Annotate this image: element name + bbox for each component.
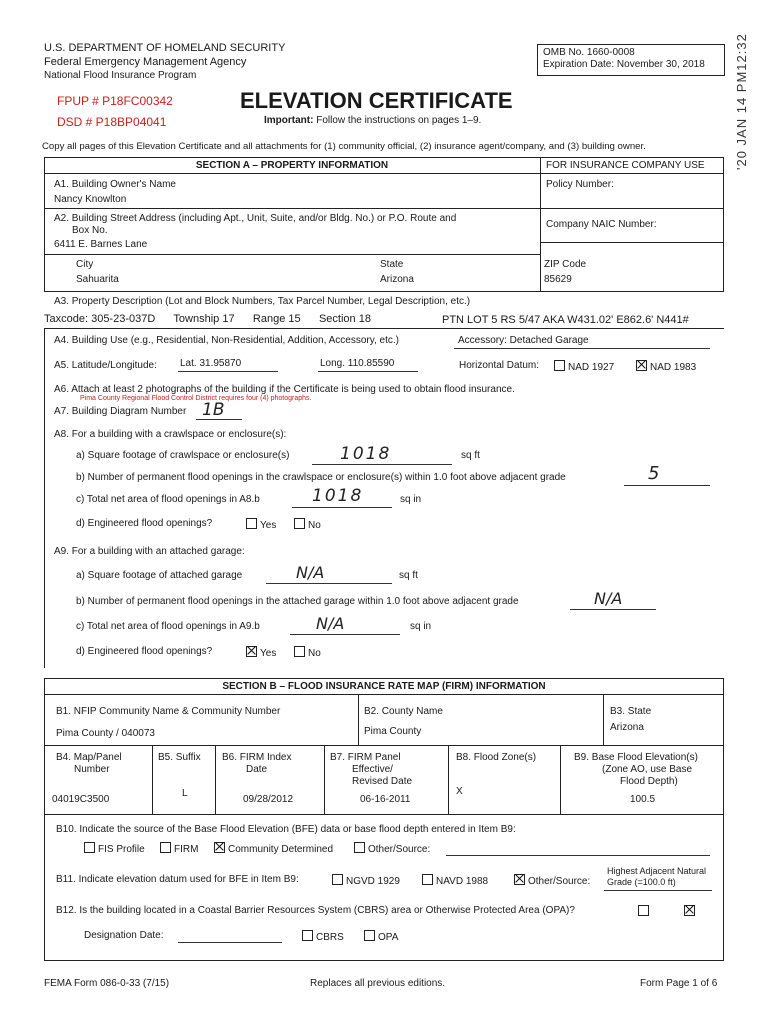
b6-label: B6. FIRM Index [222, 752, 292, 763]
important-note [264, 115, 481, 127]
fpup-number: FPUP # P18FC00342 [57, 94, 173, 108]
a8c-label: c) Total net area of flood openings in A8.b [76, 494, 260, 505]
a1-label: A1. Building Owner's Name [54, 179, 176, 190]
b4-label-cont: Number [74, 764, 110, 775]
zip-value[interactable]: 85629 [544, 274, 572, 285]
a9d-no-text: No [308, 648, 321, 659]
a1-value[interactable]: Nancy Knowlton [54, 194, 127, 205]
b11-navd-text: NAVD 1988 [436, 876, 489, 887]
a9b-label: b) Number of permanent flood openings in the attached garage within 1.0 foot above adjacent grade [76, 596, 519, 607]
b1-label: B1. NFIP Community Name & Community Number [56, 706, 281, 717]
b4-value[interactable]: 04019C3500 [52, 794, 110, 805]
b5-label: B5. Suffix [158, 752, 201, 763]
b11-label: B11. Indicate elevation datum used for BFE in Item B9: [56, 874, 299, 885]
b10-firm-text: FIRM [174, 844, 199, 855]
nad1927-text: NAD 1927 [568, 362, 615, 373]
form-number: FEMA Form 086-0-33 (7/15) [44, 978, 170, 989]
b12-yes-checkbox[interactable] [638, 905, 649, 916]
replaces-note: Replaces all previous editions. [310, 978, 446, 989]
important-text: Follow the instructions on pages 1–9. [316, 115, 482, 126]
a8a-unit: sq ft [461, 450, 480, 461]
agency-line-1: U.S. DEPARTMENT OF HOMELAND SECURITY [44, 42, 286, 54]
a8b-label: b) Number of permanent flood openings in the crawlspace or enclosure(s) within 1.0 foot above adjacent grade [76, 472, 566, 483]
a8d-no-checkbox[interactable] [294, 518, 305, 529]
b11-navd-checkbox[interactable] [422, 874, 433, 885]
b10-other-checkbox[interactable] [354, 842, 365, 853]
expiration-date: Expiration Date: November 30, 2018 [543, 59, 705, 70]
cbrs-text: CBRS [316, 932, 344, 943]
b9-value[interactable]: 100.5 [630, 794, 656, 805]
state-value[interactable]: Arizona [380, 274, 414, 285]
nad1983-text: NAD 1983 [650, 362, 697, 373]
horizontal-datum-label: Horizontal Datum: [459, 360, 540, 371]
b6-value[interactable]: 09/28/2012 [243, 794, 294, 805]
b10-label: B10. Indicate the source of the Base Flood Elevation (BFE) data or base flood depth entered in Item B9: [56, 824, 516, 835]
opa-checkbox[interactable] [364, 930, 375, 941]
b10-community-checkbox[interactable] [214, 842, 225, 853]
b10-community-option[interactable] [214, 842, 333, 856]
a7-value[interactable]: 1B [202, 400, 225, 420]
b10-fis-checkbox[interactable] [84, 842, 95, 853]
a9d-yes-checkbox[interactable] [246, 646, 257, 657]
insurance-use-title: FOR INSURANCE COMPANY USE [546, 160, 705, 171]
b9-label-2: (Zone AO, use Base [602, 764, 693, 775]
b12-no-option[interactable] [684, 905, 698, 919]
designation-date-label: Designation Date: [84, 930, 164, 941]
a3-label: A3. Property Description (Lot and Block Numbers, Tax Parcel Number, Legal Description, etc.) [54, 296, 471, 307]
a4-value[interactable]: Accessory: Detached Garage [458, 335, 589, 346]
a8d-no-option[interactable] [294, 518, 321, 532]
dsd-number: DSD # P18BP04041 [57, 115, 167, 129]
b9-label: B9. Base Flood Elevation(s) [574, 752, 698, 763]
a9a-value[interactable]: N/A [296, 563, 325, 582]
copy-note: Copy all pages of this Elevation Certificate and all attachments for (1) community official, (2) insurance agent/company, and (3) building owner. [42, 141, 646, 152]
opa-option[interactable] [364, 930, 398, 944]
policy-number-label: Policy Number: [546, 179, 614, 190]
b6-label-cont: Date [246, 764, 268, 775]
b12-label: B12. Is the building located in a Coastal Barrier Resources System (CBRS) area or Otherwise Protected Area (OPA)? [56, 905, 575, 916]
b11-ngvd-option[interactable] [332, 874, 400, 888]
b11-ngvd-text: NGVD 1929 [346, 876, 400, 887]
a9d-yes-option[interactable] [246, 646, 276, 660]
b4-label: B4. Map/Panel [56, 752, 122, 763]
a3-value-legal[interactable]: PTN LOT 5 RS 5/47 AKA W431.02' E862.6' N441# [442, 314, 689, 326]
a8d-label: d) Engineered flood openings? [76, 518, 213, 529]
a9d-yes-text: Yes [260, 648, 277, 659]
a2-label: A2. Building Street Address (including Apt., Unit, Suite, and/or Bldg. No.) or P.O. Route and [54, 213, 457, 224]
b12-no-checkbox[interactable] [684, 905, 695, 916]
a9a-label: a) Square footage of attached garage [76, 570, 243, 581]
b1-value[interactable]: Pima County / 040073 [56, 728, 155, 739]
a8a-label: a) Square footage of crawlspace or enclosure(s) [76, 450, 290, 461]
a5-longitude[interactable]: Long. 110.85590 [320, 358, 395, 369]
b2-value[interactable]: Pima County [364, 726, 422, 737]
a8c-value[interactable]: 1018 [312, 486, 364, 506]
a5-latitude[interactable]: Lat. 31.95870 [180, 358, 242, 369]
b11-navd-option[interactable] [422, 874, 488, 888]
a7-label: A7. Building Diagram Number [54, 406, 187, 417]
a9d-no-checkbox[interactable] [294, 646, 305, 657]
a5-label: A5. Latitude/Longitude: [54, 360, 157, 371]
b7-label-2: Effective/ [352, 764, 393, 775]
a8b-value[interactable]: 5 [648, 463, 660, 484]
b7-label-3: Revised Date [352, 776, 413, 787]
a9c-unit: sq in [410, 621, 432, 632]
b11-other-value-cont[interactable]: Grade (=100.0 ft) [607, 877, 676, 887]
a9c-value[interactable]: N/A [316, 614, 345, 633]
b11-other-option[interactable] [514, 874, 590, 888]
page-number: Form Page 1 of 6 [640, 978, 718, 989]
a6-label: A6. Attach at least 2 photographs of the building if the Certificate is being used to obtain flood insurance. [54, 384, 515, 395]
section-b-title: SECTION B – FLOOD INSURANCE RATE MAP (FIRM) INFORMATION [222, 681, 546, 692]
a4-label: A4. Building Use (e.g., Residential, Non-Residential, Addition, Accessory, etc.) [54, 335, 399, 346]
b11-other-value[interactable]: Highest Adjacent Natural [607, 866, 707, 876]
nad1983-checkbox[interactable] [636, 360, 647, 371]
important-label: Important: [264, 115, 314, 126]
a9-label: A9. For a building with an attached garage: [54, 546, 245, 557]
a9c-label: c) Total net area of flood openings in A9.b [76, 621, 260, 632]
omb-number: OMB No. 1660-0008 [543, 47, 635, 58]
a9d-label: d) Engineered flood openings? [76, 646, 213, 657]
agency-line-2: Federal Emergency Management Agency [44, 56, 247, 68]
a3-value[interactable]: Taxcode: 305-23-037D Township 17 Range 15 Section 18 [44, 313, 371, 325]
naic-label: Company NAIC Number: [546, 219, 657, 230]
b3-value[interactable]: Arizona [610, 722, 644, 733]
cbrs-checkbox[interactable] [302, 930, 313, 941]
b9-label-3: Flood Depth) [620, 776, 678, 787]
b7-label: B7. FIRM Panel [330, 752, 401, 763]
b8-value[interactable]: X [456, 786, 463, 797]
nad1927-checkbox[interactable] [554, 360, 565, 371]
a8d-yes-option[interactable] [246, 518, 276, 532]
b10-firm-option[interactable] [160, 842, 198, 856]
a9d-no-option[interactable] [294, 646, 321, 660]
b5-value[interactable]: L [182, 788, 188, 799]
nad1983-option[interactable] [636, 360, 696, 374]
b10-fis-option[interactable] [84, 842, 145, 856]
zip-label: ZIP Code [544, 259, 587, 270]
a8a-value[interactable]: 1018 [340, 444, 392, 464]
b10-other-text: Other/Source: [368, 844, 431, 855]
a2-value[interactable]: 6411 E. Barnes Lane [54, 239, 148, 250]
opa-text: OPA [378, 932, 399, 943]
cbrs-option[interactable] [302, 930, 344, 944]
a8-label: A8. For a building with a crawlspace or enclosure(s): [54, 429, 287, 440]
b11-other-text: Other/Source: [528, 876, 591, 887]
b10-firm-checkbox[interactable] [160, 842, 171, 853]
a8d-yes-checkbox[interactable] [246, 518, 257, 529]
b2-label: B2. County Name [364, 706, 443, 717]
b3-label: B3. State [610, 706, 652, 717]
b11-other-checkbox[interactable] [514, 874, 525, 885]
b10-fis-text: FIS Profile [98, 844, 145, 855]
section-a-title: SECTION A – PROPERTY INFORMATION [195, 160, 389, 171]
b11-ngvd-checkbox[interactable] [332, 874, 343, 885]
b10-other-option[interactable] [354, 842, 430, 856]
a9a-unit: sq ft [399, 570, 418, 581]
city-label: City [76, 259, 94, 270]
a9b-value[interactable]: N/A [594, 589, 623, 608]
received-stamp: '20 JAN 14 PM12:32 [734, 33, 749, 170]
b12-yes-option[interactable] [638, 905, 652, 919]
a2-label-cont: Box No. [72, 225, 108, 236]
state-label: State [380, 259, 404, 270]
nad1927-option[interactable] [554, 360, 614, 374]
b8-label: B8. Flood Zone(s) [456, 752, 537, 763]
b7-value[interactable]: 06-16-2011 [360, 794, 411, 805]
a8d-no-text: No [308, 520, 321, 531]
a8d-yes-text: Yes [260, 520, 277, 531]
a8c-unit: sq in [400, 494, 422, 505]
a6-county-note: Pima County Regional Flood Control District requires four (4) photographs. [80, 395, 312, 402]
city-value[interactable]: Sahuarita [76, 274, 119, 285]
agency-line-3: National Flood Insurance Program [44, 70, 197, 81]
b10-community-text: Community Determined [228, 844, 334, 855]
page-title: ELEVATION CERTIFICATE [240, 88, 513, 113]
